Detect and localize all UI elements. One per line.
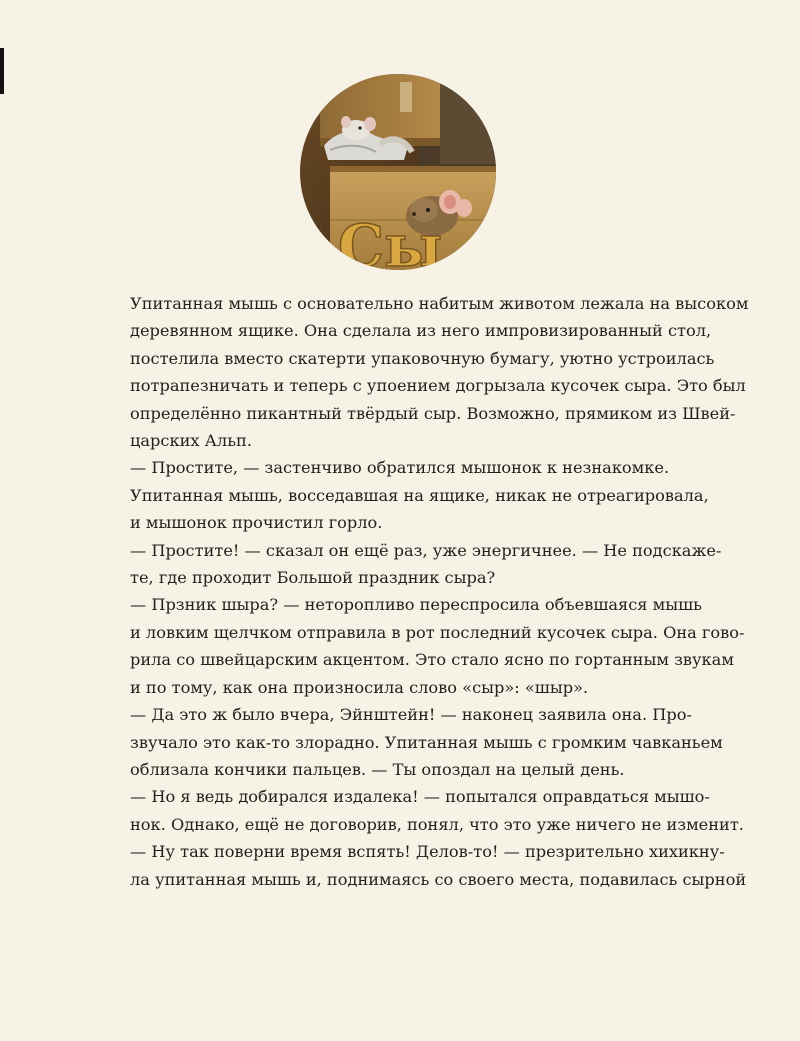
text-line: — Но я ведь добирался издалека! — попытался оправдаться мышо-	[130, 787, 710, 807]
illustration-vignette	[300, 74, 496, 270]
text-line: звучало это как-то злорадно. Упитанная мышь с громким чавканьем	[130, 732, 723, 752]
text-line: потрапезничать и теперь с упоением догрызала кусочек сыра. Это был	[130, 376, 746, 396]
text-line: нок. Однако, ещё не договорив, понял, что это уже ничего не изменит.	[130, 814, 744, 834]
mice-crate-illustration	[300, 74, 496, 270]
text-line: Упитанная мышь с основательно набитым животом лежала на высоком	[130, 294, 749, 313]
text-line: и по тому, как она произносила слово «сыр»: «шыр».	[130, 677, 589, 697]
text-line: царских Альп.	[130, 431, 252, 451]
text-line: деревянном ящике. Она сделала из него импровизированный стол,	[130, 321, 712, 341]
text-line: — Ну так поверни время вспять! Делов-то! — презрительно хихикну-	[130, 842, 725, 862]
page-edge-marker	[0, 48, 4, 94]
text-line: ла упитанная мышь и, поднимаясь со своего места, подавилась сырной	[130, 869, 747, 889]
text-line: рила со швейцарским акцентом. Это стало ясно по гортанным звукам	[130, 650, 734, 670]
story-text	[130, 290, 749, 893]
text-line: облизала кончики пальцев. — Ты опоздал на целый день.	[130, 759, 625, 779]
text-line: и ловким щелчком отправила в рот последний кусочек сыра. Она гово-	[130, 622, 745, 642]
crate-lettering: Сы	[338, 212, 443, 270]
text-line: определённо пикантный твёрдый сыр. Возможно, прямиком из Швей-	[130, 403, 736, 423]
text-line: — Простите, — застенчиво обратился мышонок к незнакомке.	[130, 458, 670, 478]
text-line: и мышонок прочистил горло.	[130, 513, 383, 533]
text-line: те, где проходит Большой праздник сыра?	[130, 568, 496, 588]
text-line: постелила вместо скатерти упаковочную бумагу, уютно устроилась	[130, 348, 715, 368]
text-line: — Прзник шыра? — неторопливо переспросила объевшаяся мышь	[130, 595, 702, 615]
text-line: — Простите! — сказал он ещё раз, уже энергичнее. — Не подскаже-	[130, 540, 722, 560]
text-line: Упитанная мышь, восседавшая на ящике, никак не отреагировала,	[130, 485, 709, 505]
text-line: — Да это ж было вчера, Эйнштейн! — наконец заявила она. Про-	[130, 705, 692, 725]
